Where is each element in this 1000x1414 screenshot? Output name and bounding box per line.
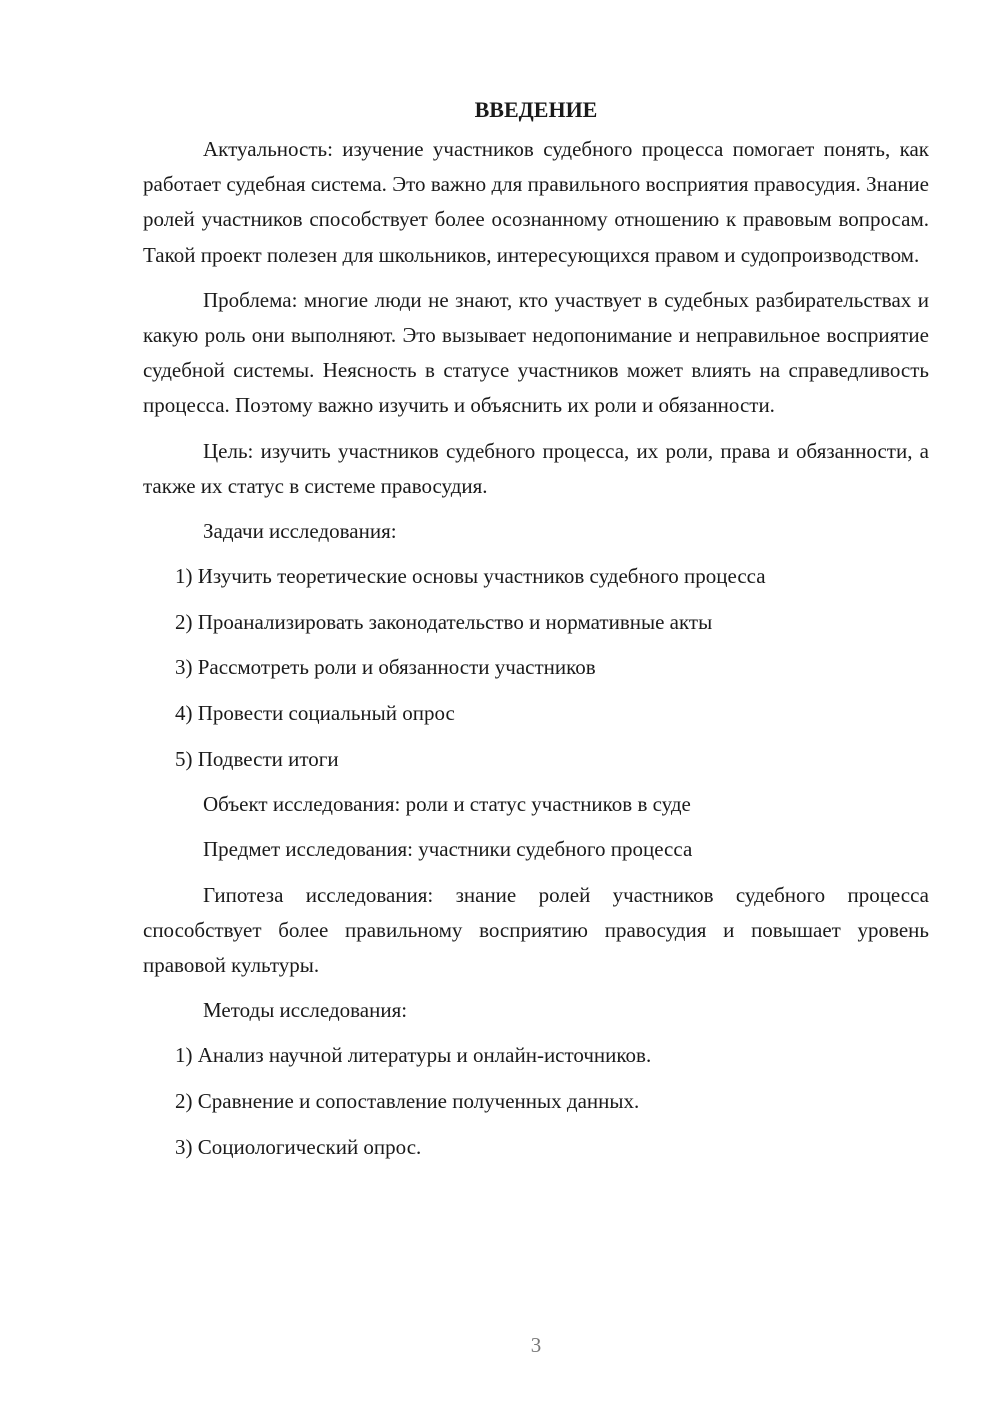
document-page — [143, 92, 929, 1175]
research-object: Объект исследования: роли и статус участников в суде — [203, 792, 691, 817]
list-item: 1) Изучить теоретические основы участников судебного процесса — [175, 564, 766, 589]
hypothesis-paragraph: Гипотеза исследования: знание ролей участников судебного процесса способствует более правильному восприятию правосудия и повышает уровень правовой культуры. — [143, 882, 929, 978]
research-subject: Предмет исследования: участники судебного процесса — [203, 837, 693, 862]
goal-paragraph: Цель: изучить участников судебного процесса, их роли, права и обязанности, а также их статус в системе правосудия. — [143, 438, 929, 498]
list-item: 2) Сравнение и сопоставление полученных данных. — [175, 1089, 640, 1114]
list-item: 5) Подвести итоги — [175, 746, 339, 771]
relevance-paragraph: Актуальность: изучение участников судебного процесса помогает понять, как работает судебная система. Это важно для правильного восприятия правосудия. Знание ролей участников способствует более осознанному отношению к правовым вопросам. Такой проект полезен для школьников, интересующихся правом и судопроизводством. — [143, 137, 929, 267]
list-item: 3) Социологический опрос. — [175, 1134, 422, 1159]
list-item: 2) Проанализировать законодательство и нормативные акты — [175, 609, 713, 634]
page-title: ВВЕДЕНИЕ — [474, 97, 598, 122]
methods-heading: Методы исследования: — [203, 998, 408, 1023]
page-number: 3 — [530, 1333, 542, 1357]
list-item: 3) Рассмотреть роли и обязанности участников — [175, 655, 596, 680]
problem-paragraph: Проблема: многие люди не знают, кто участвует в судебных разбирательствах и какую роль они выполняют. Это вызывает недопонимание и неправильное восприятие судебной системы. Неясность в статусе участников может влиять на справедливость процесса. Поэтому важно изучить и объяснить их роли и обязанности. — [143, 287, 929, 418]
methods-list — [143, 1038, 929, 1164]
tasks-heading: Задачи исследования: — [203, 519, 397, 544]
list-item: 1) Анализ научной литературы и онлайн-источников. — [175, 1043, 652, 1068]
tasks-list — [143, 559, 929, 777]
list-item: 4) Провести социальный опрос — [175, 701, 455, 726]
